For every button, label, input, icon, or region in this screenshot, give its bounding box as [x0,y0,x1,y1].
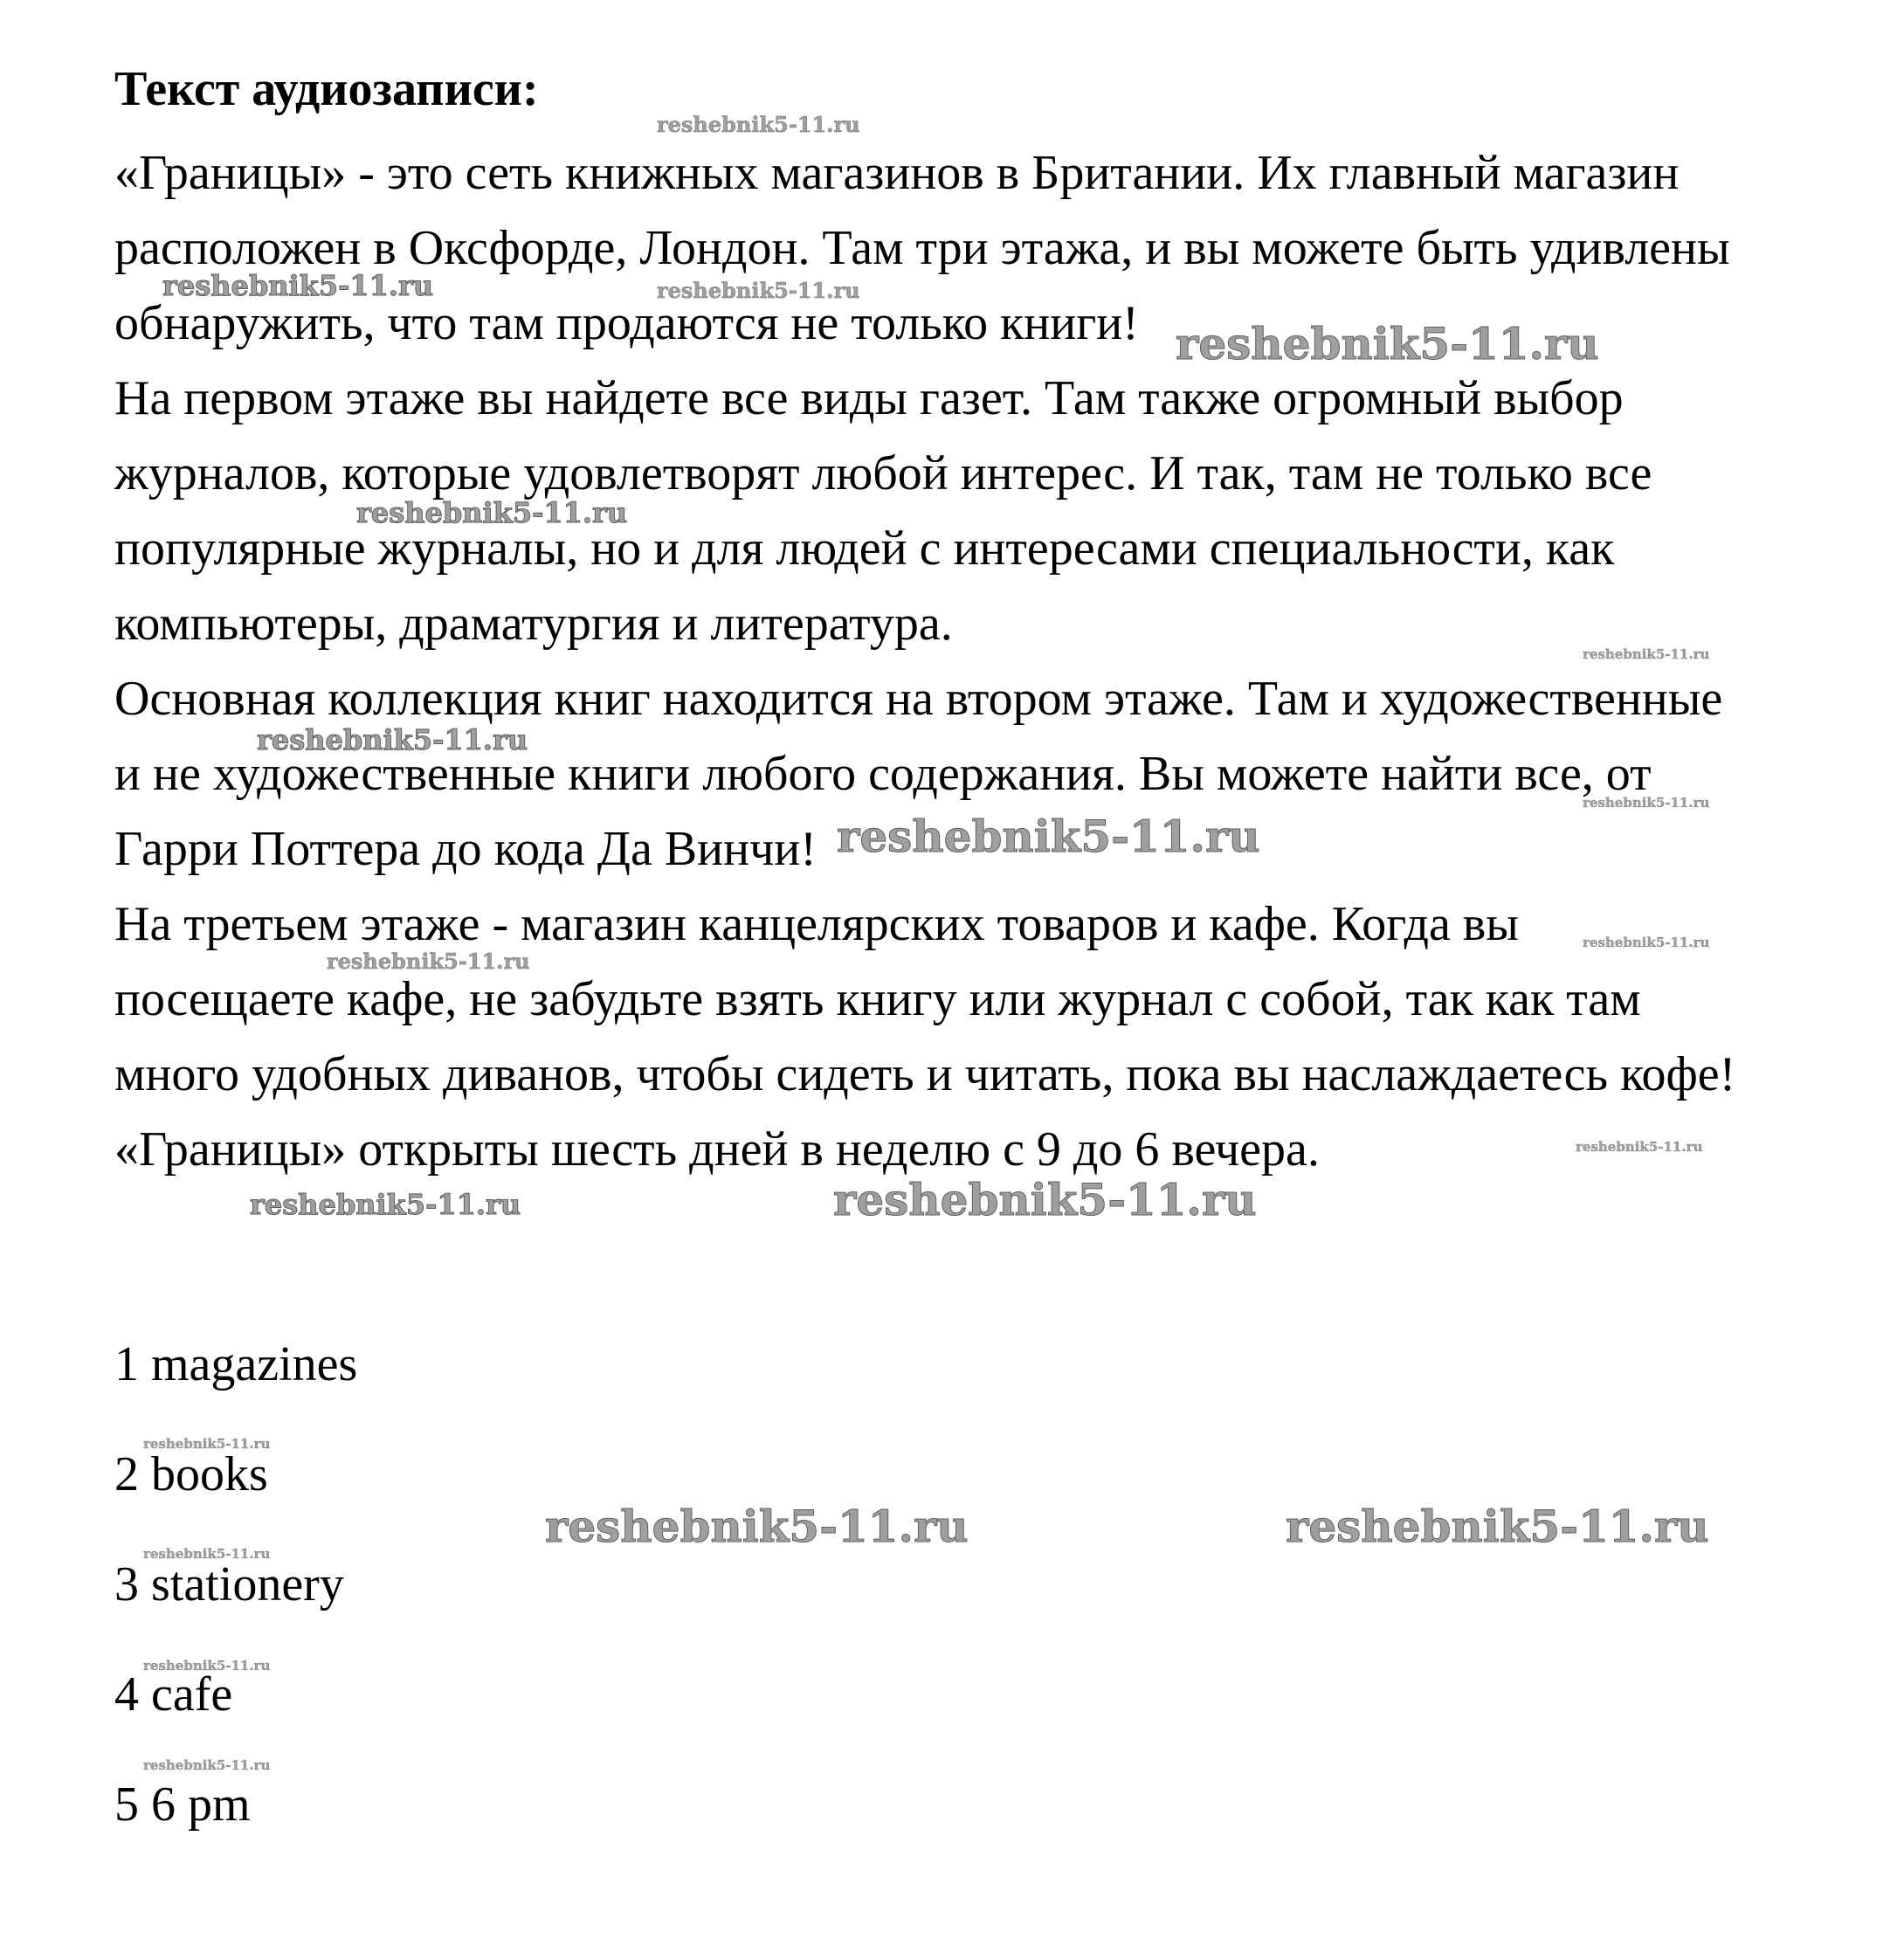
watermark: reshebnik5-11.ru [1576,1139,1703,1155]
watermark: reshebnik5-11.ru [143,1436,271,1452]
text-line: Гарри Поттера до кода Да Винчи! [114,822,817,876]
watermark: reshebnik5-11.ru [833,1174,1257,1225]
watermark: reshebnik5-11.ru [657,278,860,303]
watermark: reshebnik5-11.ru [1286,1501,1709,1552]
text-line: обнаружить, что там продаются не только книги! [114,296,1139,350]
watermark: reshebnik5-11.ru [257,723,528,756]
watermark: reshebnik5-11.ru [143,1658,271,1674]
text-line: популярные журналы, но и для людей с интересами специальности, как [114,521,1615,576]
watermark: reshebnik5-11.ru [143,1546,271,1562]
text-line: «Границы» открыты шесть дней в неделю с 9 до 6 вечера. [114,1122,1320,1177]
watermark: reshebnik5-11.ru [356,496,628,529]
text-line: «Границы» - это сеть книжных магазинов в Британии. Их главный магазин [114,146,1680,200]
watermark: reshebnik5-11.ru [657,112,860,137]
watermark: reshebnik5-11.ru [162,269,434,302]
answer-item: 3 stationery [114,1557,344,1611]
answer-item: 4 cafe [114,1667,233,1722]
watermark: reshebnik5-11.ru [1176,318,1599,369]
watermark: reshebnik5-11.ru [1583,935,1710,950]
text-line: много удобных диванов, чтобы сидеть и читать, пока вы наслаждаетесь кофе! [114,1047,1736,1101]
text-line: посещаете кафе, не забудьте взять книгу или журнал с собой, так как там [114,972,1641,1026]
watermark: reshebnik5-11.ru [1583,646,1710,662]
text-line: На первом этаже вы найдете все виды газет. Там также огромный выбор [114,371,1624,425]
watermark: reshebnik5-11.ru [250,1188,521,1221]
text-line: На третьем этаже - магазин канцелярских товаров и кафе. Когда вы [114,897,1519,951]
text-line: компьютеры, драматургия и литература. [114,597,953,651]
text-line: и не художественные книги любого содержания. Вы можете найти все, от [114,747,1652,801]
answer-item: 5 6 pm [114,1777,251,1832]
answer-item: 2 books [114,1447,268,1501]
text-line: расположен в Оксфорде, Лондон. Там три этажа, и вы можете быть удивлены [114,221,1730,275]
watermark: reshebnik5-11.ru [143,1757,271,1773]
text-line: Основная коллекция книг находится на втором этаже. Там и художественные [114,672,1723,726]
watermark: reshebnik5-11.ru [837,811,1260,862]
document-heading: Текст аудиозаписи: [114,62,539,116]
text-line: журналов, которые удовлетворят любой интерес. И так, там не только все [114,446,1652,500]
answer-item: 1 magazines [114,1337,358,1391]
watermark: reshebnik5-11.ru [545,1501,969,1552]
watermark: reshebnik5-11.ru [1583,795,1710,811]
watermark: reshebnik5-11.ru [327,949,530,974]
